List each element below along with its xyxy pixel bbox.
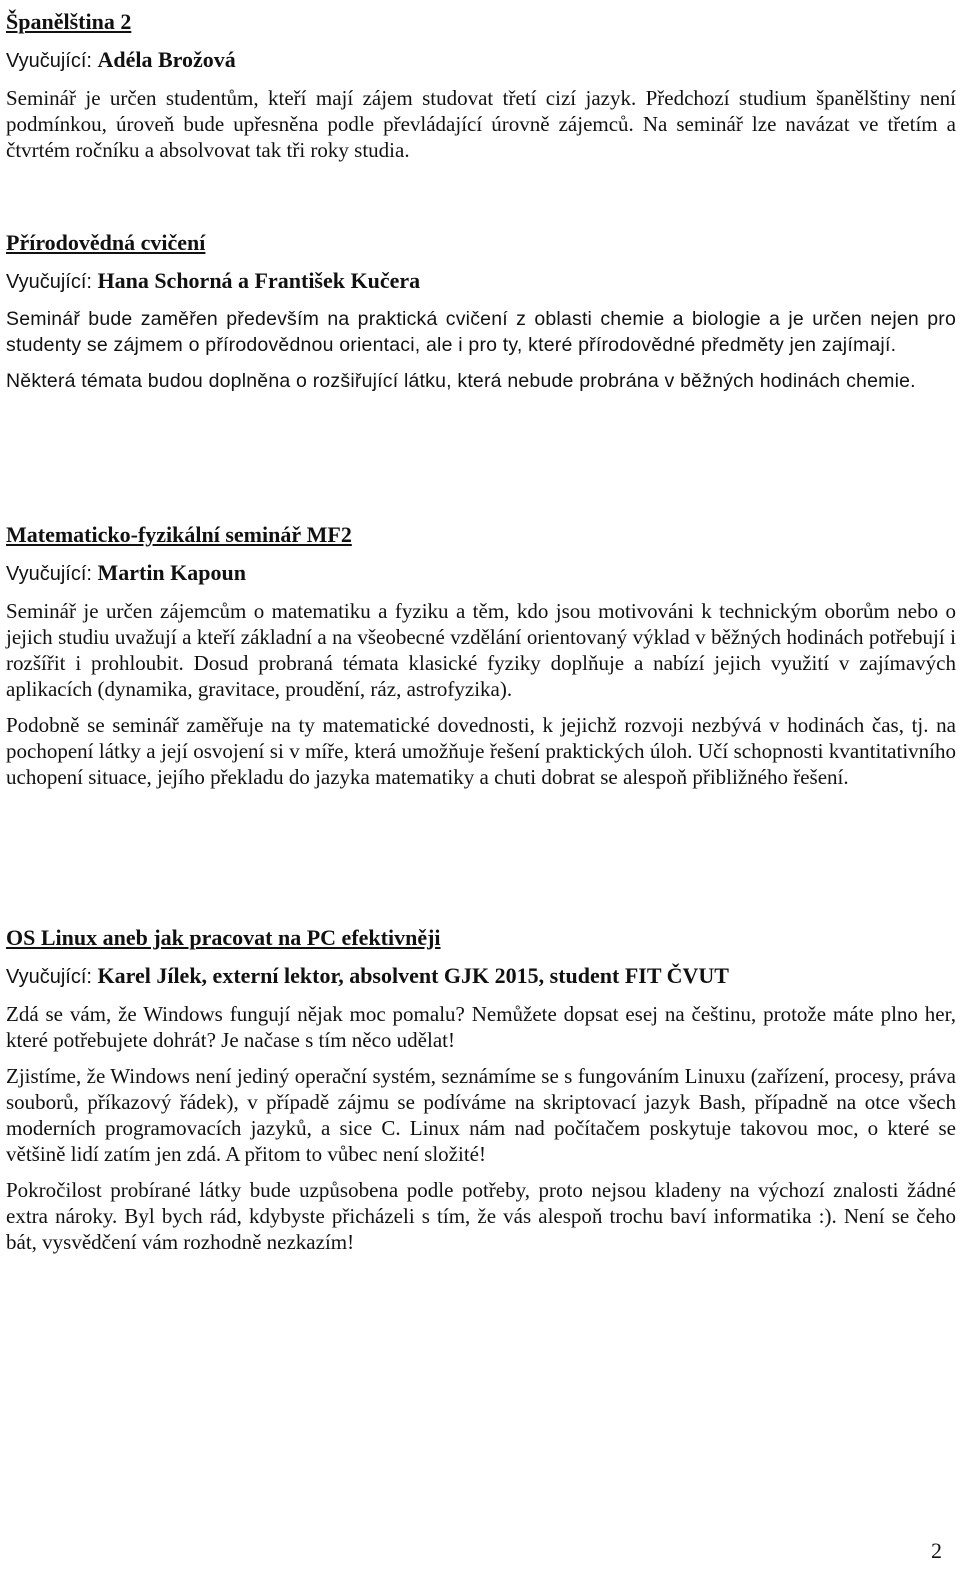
teacher-name: Hana Schorná a František Kučera — [97, 268, 421, 293]
section-title: Přírodovědná cvičení — [6, 230, 206, 255]
section-paragraph: Seminář je určen studentům, kteří mají zájem studovat třetí cizí jazyk. Předchozí studium španělštiny není podmínkou, úroveň bude upřesněna podle převládající úrovně zájemců. Na seminář lze navázat ve třetím a čtvrtém ročníku a absolvovat tak tři roky studia. — [6, 86, 956, 162]
teacher-name: Martin Kapoun — [97, 560, 246, 585]
teacher-label: Vyučující: — [6, 50, 92, 72]
section-paragraph: Seminář je určen zájemcům o matematiku a fyziku a těm, kdo jsou motivováni k technickým oborům nebo o jejich studiu uvažují a kteří základní a na všeobecné vzdělání orientovaný výklad v běžných hodinách potřebují i rozšířit i prohloubit. Dosud probraná témata klasické fyziky doplňuje a nabízí jejich využití v zajímavých aplikacích (dynamika, gravitace, proudění, ráz, astrofyzika). — [6, 599, 956, 701]
teacher-label: Vyučující: — [6, 271, 92, 293]
teacher-label: Vyučující: — [6, 563, 92, 585]
teacher-line — [6, 962, 956, 991]
section-linux — [6, 924, 956, 1265]
section-paragraph: Zjistíme, že Windows není jediný operační systém, seznámíme se s fungováním Linuxu (zařízení, procesy, práva souborů, příkazový řádek), v případě zájmu se podíváme na skriptovací jazyk Bash, případně na otce všech moderních programovacích jazyků, a sice C. Linux nám nad počítačem poskytuje takovou moc, o které se většině lidí zatím jen zdá. A přitom to vůbec není složité! — [6, 1064, 956, 1166]
section-math-physics — [6, 521, 956, 800]
page-number: 2 — [931, 1538, 942, 1563]
teacher-line — [6, 46, 956, 75]
teacher-line — [6, 267, 956, 296]
section-paragraph: Některá témata budou doplněna o rozšiřující látku, která nebude probrána v běžných hodinách chemie. — [6, 370, 916, 392]
teacher-line — [6, 559, 956, 588]
teacher-name: Adéla Brožová — [97, 47, 236, 72]
section-paragraph: Podobně se seminář zaměřuje na ty matematické dovednosti, k jejichž rozvoji nezbývá v hodinách čas, tj. na pochopení látky a její osvojení si v míře, která umožňuje řešení praktických úloh. Učí schopnosti kvantitativního uchopení situace, jejího překladu do jazyka matematiky a chuti dobrat se alespoň přibližného řešení. — [6, 713, 956, 789]
teacher-label: Vyučující: — [6, 966, 92, 988]
section-paragraph: Pokročilost probírané látky bude uzpůsobena podle potřeby, proto nejsou kladeny na výchozí znalosti žádné extra nároky. Byl bych rád, kdybyste přicházeli s tím, že vás alespoň trochu baví informatika :). Není se čeho bát, vysvědčení vám rozhodně nezkazím! — [6, 1178, 956, 1254]
section-title: OS Linux aneb jak pracovat na PC efektivněji — [6, 925, 441, 950]
section-title: Matematicko-fyzikální seminář MF2 — [6, 522, 352, 547]
teacher-name: Karel Jílek, externí lektor, absolvent GJK 2015, student FIT ČVUT — [97, 963, 729, 988]
section-title: Španělština 2 — [6, 9, 132, 34]
section-spanish — [6, 8, 956, 173]
section-paragraph: Zdá se vám, že Windows fungují nějak moc pomalu? Nemůžete dopsat esej na češtinu, protože máte plno her, které potřebujete dohrát? Je načase s tím něco udělat! — [6, 1002, 956, 1052]
section-paragraph: Seminář bude zaměřen především na praktická cvičení z oblasti chemie a biologie a je určen nejen pro studenty se zájmem o přírodovědnou orientaci, ale i pro ty, které přírodovědné předměty jen zajímají. — [6, 308, 956, 356]
section-science — [6, 229, 956, 404]
